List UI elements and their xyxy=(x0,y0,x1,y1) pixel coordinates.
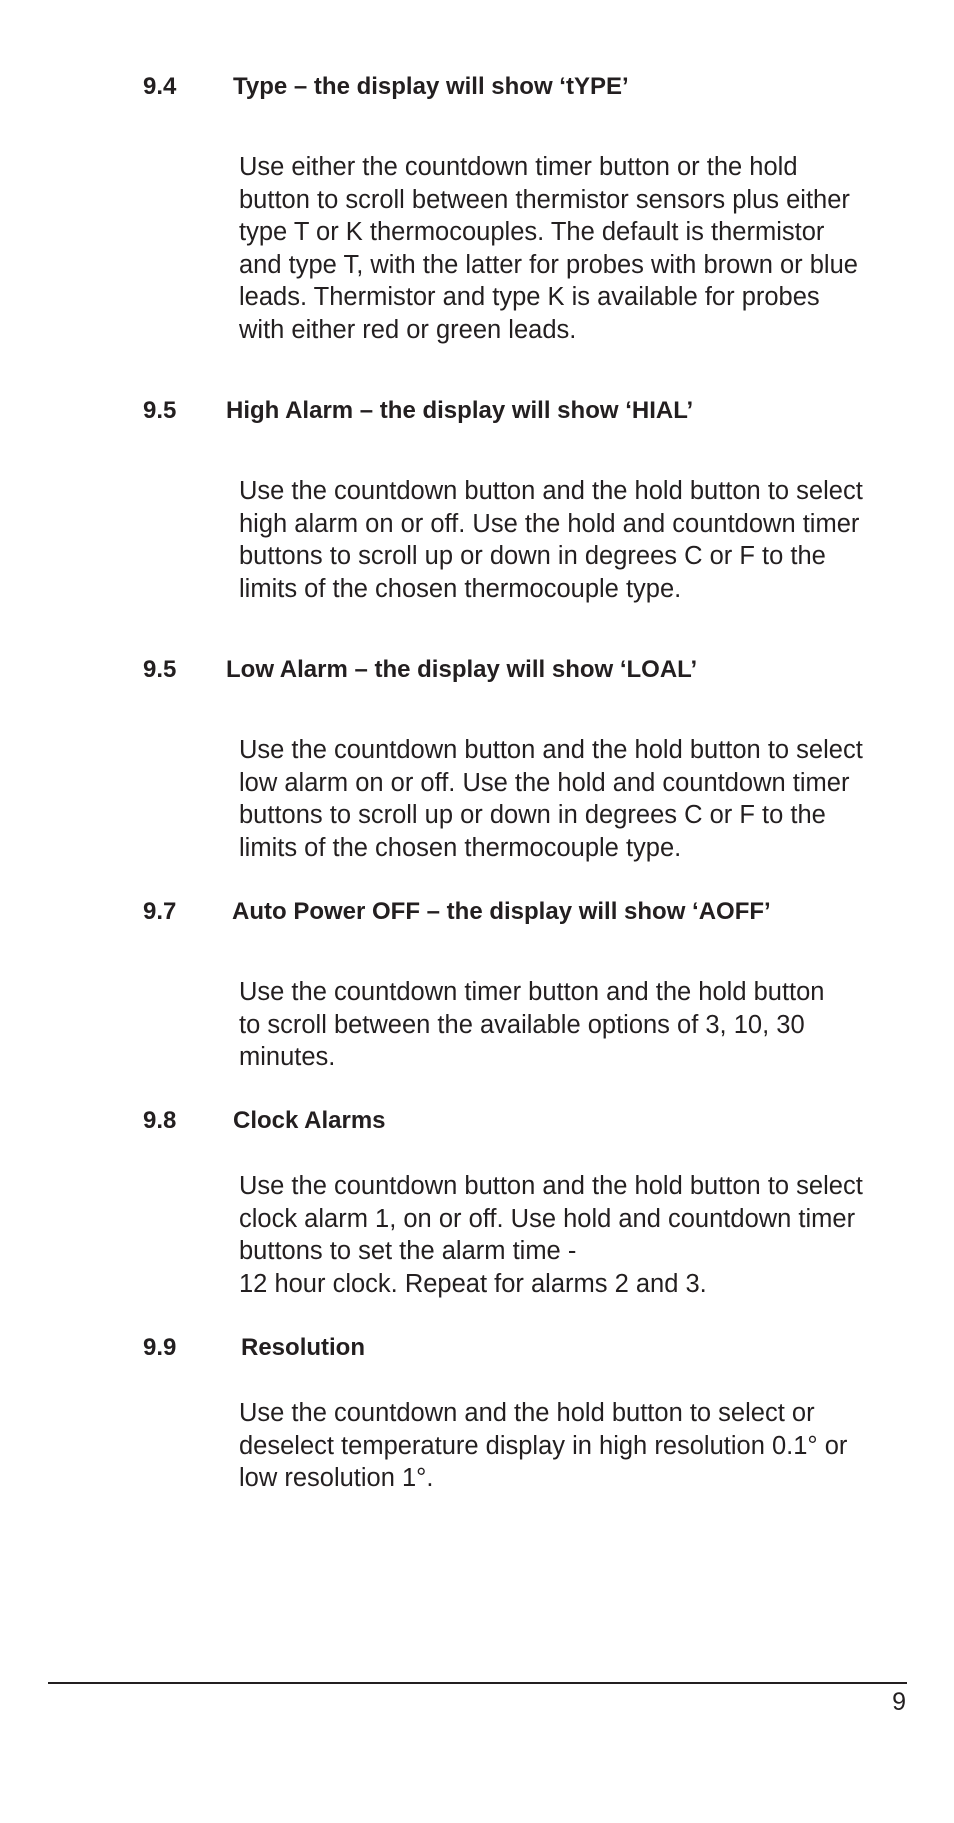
section-heading-9-5-high-alarm xyxy=(143,396,693,426)
section-title: Clock Alarms xyxy=(233,1107,386,1134)
section-title: Resolution xyxy=(241,1334,365,1361)
section-heading-9-9 xyxy=(143,1333,365,1363)
section-body-9-5-high-alarm: Use the countdown button and the hold button to select high alarm on or off. Use the hold and countdown timer buttons to scroll up or down in degrees C or F to the limits of the chosen thermocouple type. xyxy=(239,477,863,603)
section-heading-9-5-low-alarm xyxy=(143,655,697,685)
section-title: Low Alarm – the display will show ‘LOAL’ xyxy=(226,656,698,683)
section-title: Auto Power OFF – the display will show ‘AOFF’ xyxy=(232,898,771,925)
section-heading-9-8 xyxy=(143,1106,386,1136)
section-title: High Alarm – the display will show ‘HIAL’ xyxy=(226,397,694,424)
section-number: 9.5 xyxy=(143,656,177,683)
section-body-9-5-low-alarm: Use the countdown button and the hold button to select low alarm on or off. Use the hold and countdown timer buttons to scroll up or down in degrees C or F to the limits of the chosen thermocouple type. xyxy=(239,736,863,862)
section-title: Type – the display will show ‘tYPE’ xyxy=(233,73,629,100)
section-number: 9.8 xyxy=(143,1107,177,1134)
section-body-9-4: Use either the countdown timer button or the hold button to scroll between thermistor sensors plus either type T or K thermocouples. The default is thermistor and type T, with the latter for probes with brown or blue leads. Thermistor and type K is available for probes with either red or green leads. xyxy=(239,153,858,344)
section-heading-9-7 xyxy=(143,897,771,927)
section-number: 9.5 xyxy=(143,397,177,424)
footer-rule xyxy=(48,1682,907,1684)
section-body-9-9: Use the countdown and the hold button to select or deselect temperature display in high resolution 0.1° or low resolution 1°. xyxy=(239,1399,848,1492)
section-body-9-8: Use the countdown button and the hold button to select clock alarm 1, on or off. Use hold and countdown timer buttons to set the alarm time - 12 hour clock. Repeat for alarms 2 and 3. xyxy=(239,1172,863,1298)
section-number: 9.9 xyxy=(143,1334,177,1361)
section-body-9-7: Use the countdown timer button and the hold button to scroll between the available options of 3, 10, 30 minutes. xyxy=(239,978,825,1071)
page-number: 9 xyxy=(892,1688,906,1716)
section-number: 9.7 xyxy=(143,898,177,925)
section-number: 9.4 xyxy=(143,73,177,100)
section-heading-9-4 xyxy=(143,72,629,102)
